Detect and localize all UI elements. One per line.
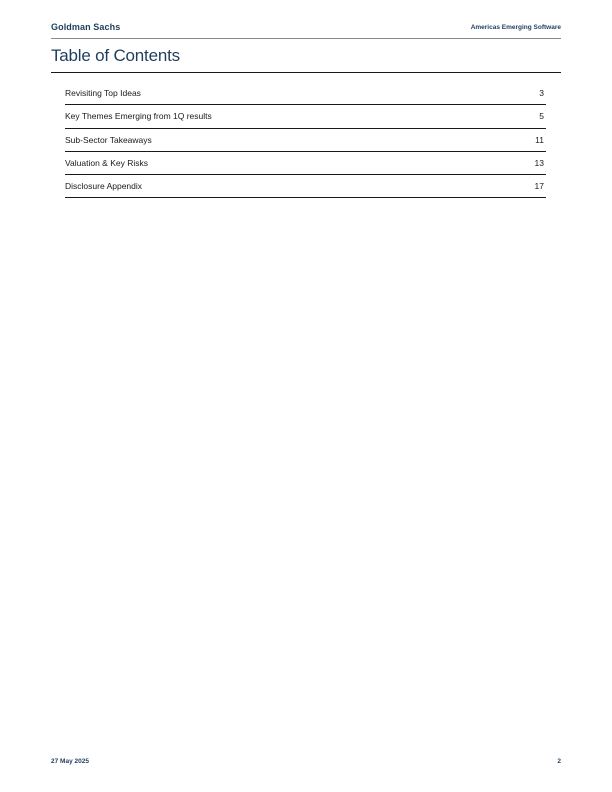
toc-entry-page: 13 — [534, 157, 544, 168]
toc-entry-page: 11 — [535, 134, 544, 145]
brand-name: Goldman Sachs — [51, 22, 121, 32]
toc-entry-key-themes[interactable] — [65, 106, 546, 128]
page-header — [51, 22, 561, 39]
toc-entry-page: 5 — [539, 111, 544, 122]
toc-entry-label: Key Themes Emerging from 1Q results — [65, 111, 212, 122]
toc-entry-label: Revisiting Top Ideas — [65, 88, 141, 98]
toc-entry-label: Valuation & Key Risks — [65, 157, 148, 168]
page-title: Table of Contents — [51, 46, 180, 65]
toc-entry-page: 17 — [534, 181, 544, 192]
toc-entry-label: Sub-Sector Takeaways — [65, 134, 152, 145]
footer-page-number: 2 — [557, 758, 561, 765]
toc-entry-sub-sector-takeaways[interactable] — [65, 130, 546, 152]
toc-entry-valuation-key-risks[interactable] — [65, 153, 546, 175]
toc-entry-page: 3 — [539, 88, 544, 98]
toc-entry-disclosure-appendix[interactable] — [65, 176, 546, 198]
title-divider — [51, 72, 561, 73]
toc-entry-revisiting-top-ideas[interactable] — [65, 83, 546, 105]
table-of-contents — [65, 83, 546, 199]
footer-date: 27 May 2025 — [51, 758, 89, 765]
report-title: Americas Emerging Software — [470, 24, 561, 31]
toc-entry-label: Disclosure Appendix — [65, 181, 143, 192]
